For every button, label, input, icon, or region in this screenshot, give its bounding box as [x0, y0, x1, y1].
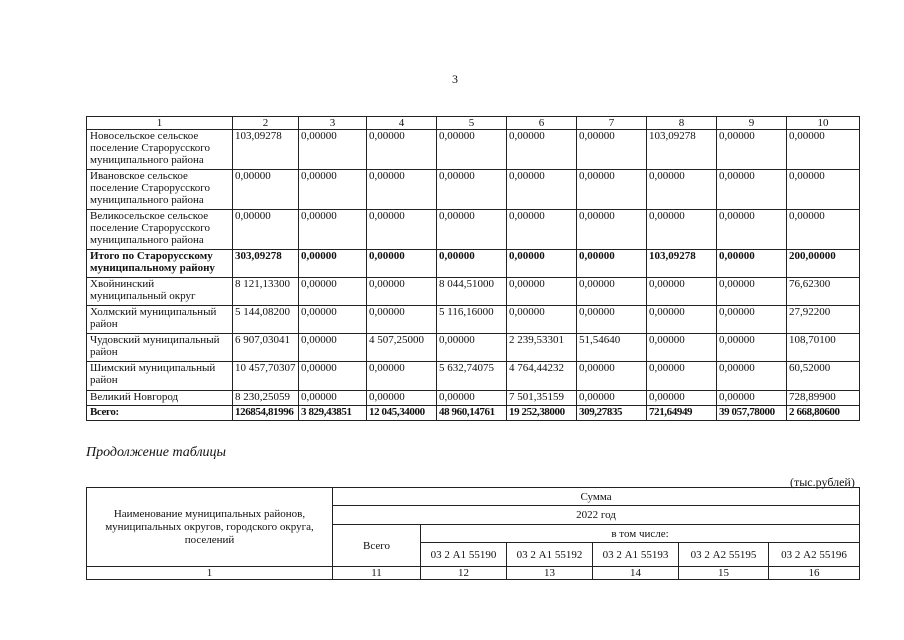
cell: 2 668,80600 — [787, 406, 860, 421]
cell: 5 632,74075 — [437, 362, 507, 391]
col-number: 9 — [717, 117, 787, 130]
cell: 0,00000 — [507, 170, 577, 210]
row-name: Всего: — [87, 406, 233, 421]
cell: 8 121,13300 — [233, 278, 299, 306]
row-name: Шимский муниципальный район — [87, 362, 233, 391]
cell: 721,64949 — [647, 406, 717, 421]
cell: 8 230,25059 — [233, 391, 299, 406]
cell: 0,00000 — [787, 210, 860, 250]
subtotal-row — [87, 250, 860, 278]
col-number: 1 — [87, 117, 233, 130]
cell: 0,00000 — [367, 170, 437, 210]
cell: 303,09278 — [233, 250, 299, 278]
cell: 2 239,53301 — [507, 334, 577, 362]
row-name: Итого по Старорусскому муниципальному району — [87, 250, 233, 278]
cell: 0,00000 — [577, 130, 647, 170]
cell: 0,00000 — [299, 362, 367, 391]
cell: 728,89900 — [787, 391, 860, 406]
continuation-label: Продолжение таблицы — [86, 445, 227, 460]
cell: 0,00000 — [647, 306, 717, 334]
cell: 0,00000 — [577, 278, 647, 306]
row-name: Холмский муниципальный район — [87, 306, 233, 334]
code-header: 03 2 А1 55190 — [421, 543, 507, 567]
sum-header: Сумма — [333, 488, 860, 506]
cell: 0,00000 — [717, 210, 787, 250]
table-row — [87, 210, 860, 250]
cell: 0,00000 — [437, 250, 507, 278]
col-number: 4 — [367, 117, 437, 130]
cell: 0,00000 — [367, 250, 437, 278]
cell: 8 044,51000 — [437, 278, 507, 306]
cell: 0,00000 — [437, 130, 507, 170]
cell: 10 457,70307 — [233, 362, 299, 391]
col-number: 7 — [577, 117, 647, 130]
col-number: 14 — [593, 567, 679, 580]
cell: 200,00000 — [787, 250, 860, 278]
table-row — [87, 278, 860, 306]
table-row — [87, 391, 860, 406]
code-header: 03 2 А2 55195 — [679, 543, 769, 567]
cell: 60,52000 — [787, 362, 860, 391]
cell: 0,00000 — [647, 170, 717, 210]
cell: 0,00000 — [717, 362, 787, 391]
cell: 0,00000 — [437, 391, 507, 406]
cell: 0,00000 — [647, 210, 717, 250]
cell: 0,00000 — [367, 130, 437, 170]
cell: 7 501,35159 — [507, 391, 577, 406]
cell: 0,00000 — [577, 250, 647, 278]
cell: 0,00000 — [233, 170, 299, 210]
code-header: 03 2 А1 55193 — [593, 543, 679, 567]
cell: 6 907,03041 — [233, 334, 299, 362]
cell: 0,00000 — [647, 391, 717, 406]
column-number-row — [87, 117, 860, 130]
cell: 5 144,08200 — [233, 306, 299, 334]
cell: 4 507,25000 — [367, 334, 437, 362]
cell: 12 045,34000 — [367, 406, 437, 421]
col-number: 13 — [507, 567, 593, 580]
including-header: в том числе: — [421, 525, 860, 543]
cell: 0,00000 — [367, 362, 437, 391]
cell: 0,00000 — [717, 391, 787, 406]
cell: 0,00000 — [299, 278, 367, 306]
row-name: Чудовский муниципальный район — [87, 334, 233, 362]
cell: 0,00000 — [647, 278, 717, 306]
cell: 0,00000 — [507, 130, 577, 170]
table-row — [87, 170, 860, 210]
cell: 0,00000 — [437, 170, 507, 210]
cell: 0,00000 — [507, 250, 577, 278]
cell: 76,62300 — [787, 278, 860, 306]
cell: 51,54640 — [577, 334, 647, 362]
table-row — [87, 362, 860, 391]
cell: 0,00000 — [647, 362, 717, 391]
row-name: Ивановское сельское поселение Старорусского муниципального района — [87, 170, 233, 210]
col-number: 5 — [437, 117, 507, 130]
col-number: 10 — [787, 117, 860, 130]
cell: 0,00000 — [787, 130, 860, 170]
cell: 0,00000 — [717, 250, 787, 278]
cell: 0,00000 — [787, 170, 860, 210]
cell: 108,70100 — [787, 334, 860, 362]
cell: 0,00000 — [367, 391, 437, 406]
row-name: Хвойнинский муниципальный округ — [87, 278, 233, 306]
cell: 0,00000 — [367, 278, 437, 306]
cell: 0,00000 — [299, 306, 367, 334]
cell: 0,00000 — [577, 362, 647, 391]
cell: 0,00000 — [233, 210, 299, 250]
cell: 0,00000 — [437, 210, 507, 250]
cell: 0,00000 — [577, 210, 647, 250]
column-number-row — [87, 567, 860, 580]
cell: 0,00000 — [299, 130, 367, 170]
table-row — [87, 306, 860, 334]
col-number: 3 — [299, 117, 367, 130]
cell: 0,00000 — [577, 306, 647, 334]
page-number: 3 — [452, 72, 458, 86]
code-header: 03 2 А1 55192 — [507, 543, 593, 567]
row-name: Великосельское сельское поселение Старорусского муниципального района — [87, 210, 233, 250]
cell: 0,00000 — [507, 306, 577, 334]
col-number: 6 — [507, 117, 577, 130]
total-header: Всего — [333, 525, 421, 567]
table-row — [87, 130, 860, 170]
cell: 0,00000 — [717, 170, 787, 210]
cell: 0,00000 — [299, 170, 367, 210]
cell: 4 764,44232 — [507, 362, 577, 391]
cell: 0,00000 — [577, 170, 647, 210]
cell: 0,00000 — [577, 391, 647, 406]
cell: 19 252,38000 — [507, 406, 577, 421]
col-number: 16 — [769, 567, 860, 580]
cell: 126854,81996 — [233, 406, 299, 421]
budget-table-top — [86, 116, 860, 421]
cell: 0,00000 — [299, 250, 367, 278]
cell: 309,27835 — [577, 406, 647, 421]
cell: 103,09278 — [647, 250, 717, 278]
cell: 5 116,16000 — [437, 306, 507, 334]
cell: 0,00000 — [299, 334, 367, 362]
col-number: 8 — [647, 117, 717, 130]
col-number: 1 — [87, 567, 333, 580]
cell: 48 960,14761 — [437, 406, 507, 421]
cell: 0,00000 — [507, 210, 577, 250]
name-column-header: Наименование муниципальных районов, муниципальных округов, городского округа, поселений — [87, 488, 333, 567]
col-number: 2 — [233, 117, 299, 130]
cell: 0,00000 — [367, 306, 437, 334]
col-number: 15 — [679, 567, 769, 580]
budget-table-bottom — [86, 487, 860, 580]
cell: 0,00000 — [647, 334, 717, 362]
total-row — [87, 406, 860, 421]
cell: 0,00000 — [717, 130, 787, 170]
cell: 0,00000 — [507, 278, 577, 306]
cell: 0,00000 — [717, 278, 787, 306]
cell: 0,00000 — [299, 210, 367, 250]
table-row — [87, 334, 860, 362]
cell: 0,00000 — [717, 334, 787, 362]
col-number: 11 — [333, 567, 421, 580]
cell: 3 829,43851 — [299, 406, 367, 421]
cell: 27,92200 — [787, 306, 860, 334]
units-label: (тыс.рублей) — [790, 475, 855, 489]
cell: 0,00000 — [299, 391, 367, 406]
cell: 103,09278 — [233, 130, 299, 170]
cell: 0,00000 — [367, 210, 437, 250]
row-name: Новосельское сельское поселение Старорусского муниципального района — [87, 130, 233, 170]
col-number: 12 — [421, 567, 507, 580]
code-header: 03 2 А2 55196 — [769, 543, 860, 567]
cell: 0,00000 — [437, 334, 507, 362]
row-name: Великий Новгород — [87, 391, 233, 406]
year-header: 2022 год — [333, 506, 860, 525]
cell: 0,00000 — [717, 306, 787, 334]
cell: 39 057,78000 — [717, 406, 787, 421]
cell: 103,09278 — [647, 130, 717, 170]
